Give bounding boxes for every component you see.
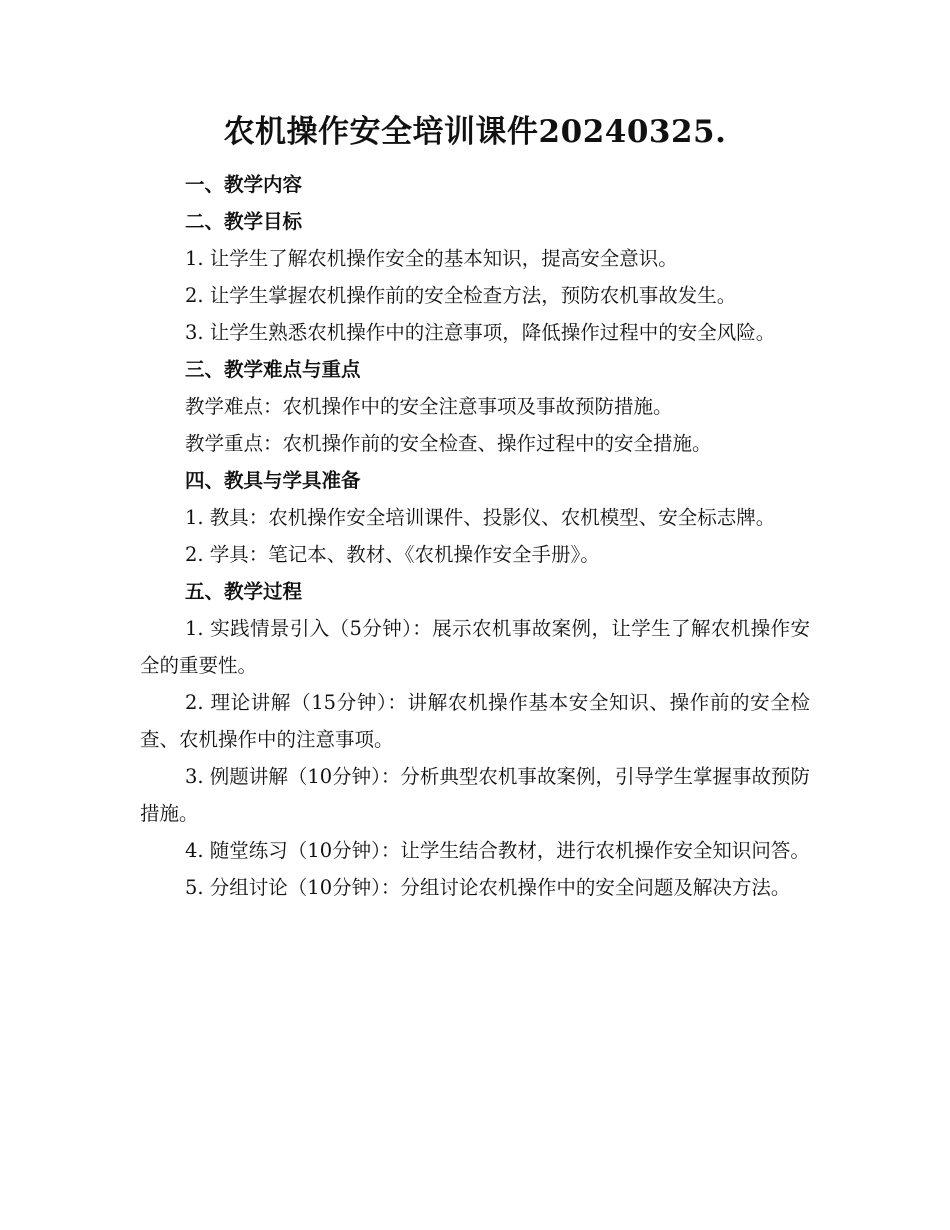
difficulty-paragraph: 教学难点：农机操作中的安全注意事项及事故预防措施。 — [185, 395, 673, 418]
process-step-2: 2. 理论讲解（15分钟）：讲解农机操作基本安全知识、操作前的安全检查、农机操作中的注意事项。 — [140, 691, 810, 751]
materials-item-1: 1. 教具：农机操作安全培训课件、投影仪、农机模型、安全标志牌。 — [185, 506, 776, 529]
objective-item-2: 2. 让学生掌握农机操作前的安全检查方法，预防农机事故发生。 — [185, 284, 737, 307]
document-title: 农机操作安全培训课件20240325. — [223, 114, 727, 150]
objective-item-1: 1. 让学生了解农机操作安全的基本知识，提高安全意识。 — [185, 247, 678, 270]
objective-item-3: 3. 让学生熟悉农机操作中的注意事项，降低操作过程中的安全风险。 — [185, 321, 776, 344]
section-heading-content: 一、教学内容 — [185, 173, 303, 196]
process-step-3: 3. 例题讲解（10分钟）：分析典型农机事故案例，引导学生掌握事故预防措施。 — [140, 765, 810, 825]
section-heading-difficulties: 三、教学难点与重点 — [185, 358, 361, 381]
section-heading-materials: 四、教具与学具准备 — [185, 469, 361, 492]
materials-item-2: 2. 学具：笔记本、教材、《农机操作安全手册》。 — [185, 543, 600, 566]
process-step-5: 5. 分组讨论（10分钟）：分组讨论农机操作中的安全问题及解决方法。 — [185, 876, 791, 899]
document-body — [140, 166, 810, 906]
section-heading-objectives: 二、教学目标 — [185, 210, 303, 233]
process-step-4: 4. 随堂练习（10分钟）：让学生结合教材，进行农机操作安全知识问答。 — [185, 839, 810, 862]
process-step-1: 1. 实践情景引入（5分钟）：展示农机事故案例，让学生了解农机操作安全的重要性。 — [140, 617, 810, 677]
section-heading-process: 五、教学过程 — [185, 580, 303, 603]
key-point-paragraph: 教学重点：农机操作前的安全检查、操作过程中的安全措施。 — [185, 432, 712, 455]
